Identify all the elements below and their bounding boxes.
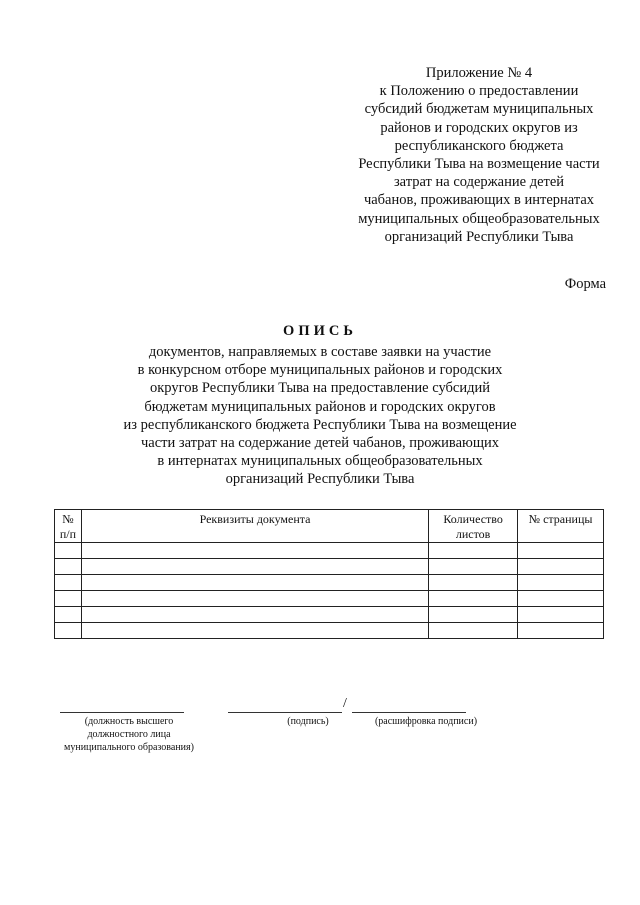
table-cell[interactable] (81, 575, 428, 591)
table-cell[interactable] (55, 575, 82, 591)
form-label: Форма (564, 276, 606, 292)
position-label: (должность высшего должностного лица муниципального образования) (64, 716, 194, 753)
table-cell[interactable] (429, 543, 518, 559)
document-title: ОПИСЬ (283, 323, 357, 339)
table-cell[interactable] (55, 591, 82, 607)
table-cell[interactable] (81, 591, 428, 607)
subtitle-line: части затрат на содержание детей чабанов, проживающих (140, 435, 500, 452)
appendix-line: районов и городских округов из (380, 119, 578, 136)
table-cell[interactable] (518, 543, 604, 559)
table-cell[interactable] (518, 559, 604, 575)
appendix-line: Республики Тыва на возмещение части (358, 156, 600, 173)
table-cell[interactable] (55, 607, 82, 623)
table-row (55, 543, 604, 559)
appendix-block (348, 64, 610, 246)
subtitle-line: из республиканского бюджета Республики Тыва на возмещение (123, 416, 517, 433)
column-header-pages: № страницы (518, 510, 604, 543)
table-cell[interactable] (429, 591, 518, 607)
table-row (55, 575, 604, 591)
column-header-number: № п/п (55, 510, 82, 543)
document-subtitle (100, 343, 540, 489)
table-cell[interactable] (55, 543, 82, 559)
signature-label: (подпись) (287, 716, 329, 727)
appendix-line: республиканского бюджета (394, 137, 564, 154)
appendix-line: муниципальных общеобразовательных (358, 210, 600, 227)
appendix-line: к Положению о предоставлении (379, 83, 579, 100)
column-header-sheets: Количество листов (429, 510, 518, 543)
table-row (55, 607, 604, 623)
subtitle-line: организаций Республики Тыва (225, 471, 415, 488)
table-cell[interactable] (81, 607, 428, 623)
appendix-line: организаций Республики Тыва (384, 228, 574, 245)
table-cell[interactable] (429, 623, 518, 639)
appendix-line: чабанов, проживающих в интернатах (363, 192, 595, 209)
table-header-row (55, 510, 604, 543)
column-header-details: Реквизиты документа (81, 510, 428, 543)
documents-table (54, 509, 604, 639)
table-cell[interactable] (55, 559, 82, 575)
subtitle-line: документов, направляемых в составе заявки на участие (148, 344, 492, 360)
appendix-line: Приложение № 4 (425, 65, 533, 81)
subtitle-line: в конкурсном отборе муниципальных районов и городских (137, 362, 503, 379)
table-cell[interactable] (518, 575, 604, 591)
table-row (55, 623, 604, 639)
table-cell[interactable] (518, 607, 604, 623)
table-cell[interactable] (429, 607, 518, 623)
appendix-line: субсидий бюджетам муниципальных (364, 101, 594, 118)
subtitle-line: в интернатах муниципальных общеобразовательных (157, 453, 483, 470)
position-signature-line (60, 700, 184, 713)
table-cell[interactable] (81, 623, 428, 639)
table-cell[interactable] (55, 623, 82, 639)
decode-label: (расшифровка подписи) (374, 716, 478, 727)
table-row (55, 591, 604, 607)
signature-line (228, 700, 342, 713)
table-cell[interactable] (518, 591, 604, 607)
appendix-line: затрат на содержание детей (393, 174, 565, 191)
table-cell[interactable] (81, 543, 428, 559)
table-cell[interactable] (429, 559, 518, 575)
decode-signature-line (352, 700, 466, 713)
signature-slash: / (343, 696, 347, 711)
table-row (55, 559, 604, 575)
table-cell[interactable] (518, 623, 604, 639)
subtitle-line: округов Республики Тыва на предоставление субсидий (150, 380, 490, 397)
table-cell[interactable] (81, 559, 428, 575)
subtitle-line: бюджетам муниципальных районов и городских округов (144, 398, 496, 415)
table-cell[interactable] (429, 575, 518, 591)
